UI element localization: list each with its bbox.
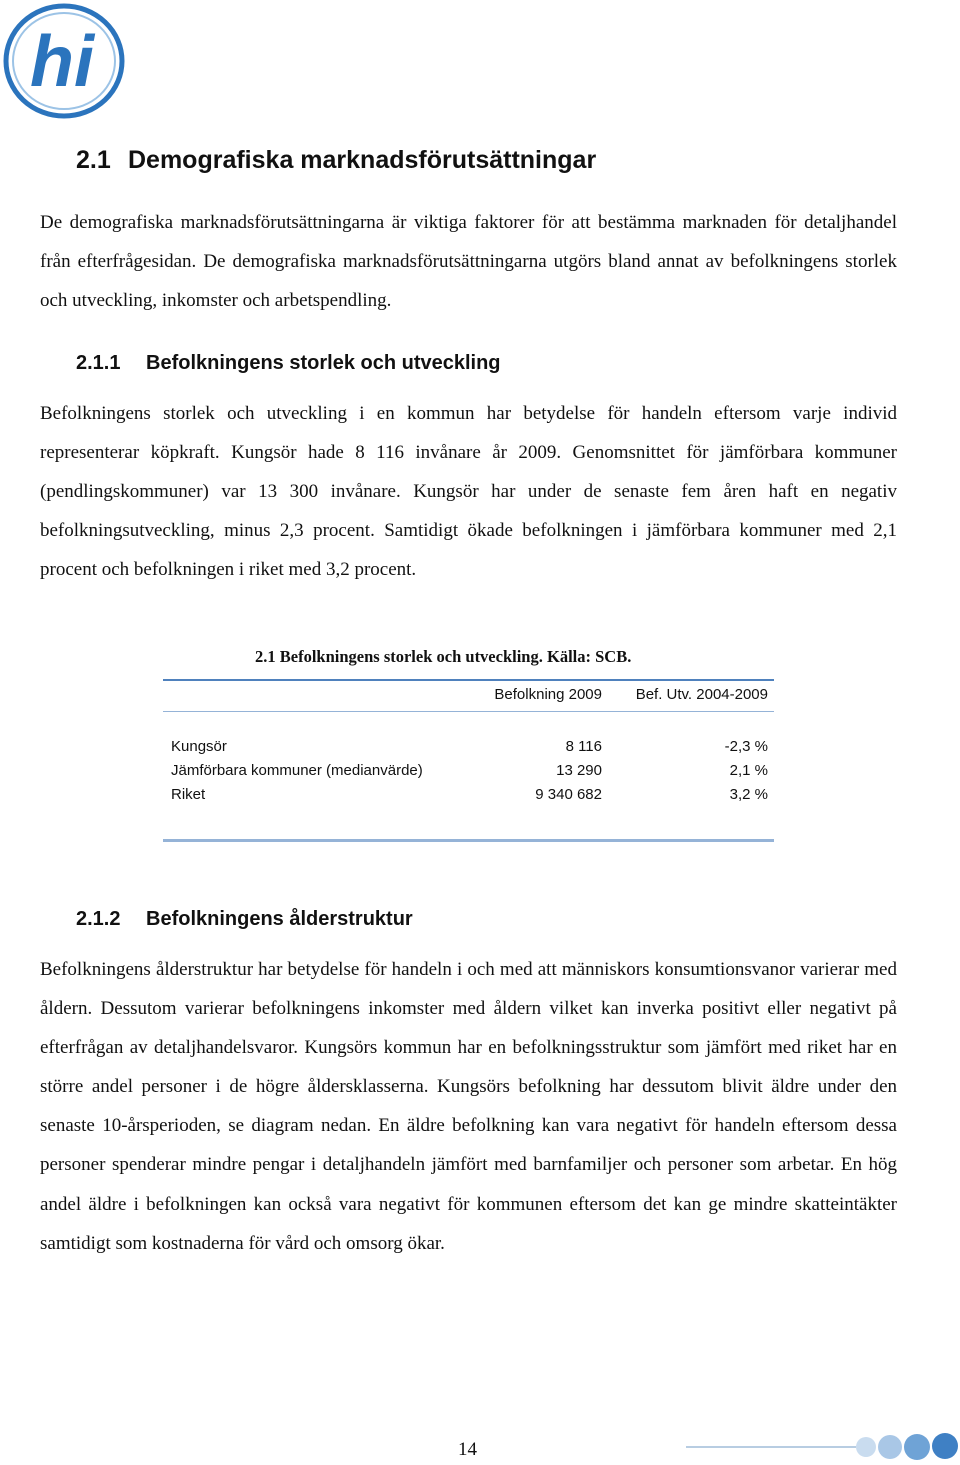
section-number: 2.1 (76, 146, 111, 174)
section-title: Demografiska marknadsförutsättningar (128, 146, 597, 174)
table-cell-region: Riket (171, 786, 206, 803)
footer-dot (878, 1435, 902, 1459)
footer-dot (932, 1433, 958, 1459)
subsection-title-2: Befolkningens ålderstruktur (146, 908, 413, 930)
table-header-change: Bef. Utv. 2004-2009 (635, 686, 768, 703)
table-caption: 2.1 Befolkningens storlek och utveckling. Källa: SCB. (255, 647, 632, 666)
table-cell-region: Jämförbara kommuner (medianvärde) (171, 762, 423, 779)
table-top-rule (163, 679, 774, 681)
table-cell-change: 2,1 % (729, 762, 768, 779)
subsection-heading-2 (76, 908, 413, 931)
table-cell-change: -2,3 % (724, 738, 768, 755)
page-number: 14 (458, 1439, 477, 1460)
table-header-rule (163, 711, 774, 712)
subsection-number-2: 2.1.2 (76, 908, 121, 930)
section-heading (76, 146, 596, 175)
subsection-number-1: 2.1.1 (76, 352, 121, 374)
population-paragraph: Befolkningens storlek och utveckling i en kommun har betydelse för handeln eftersom varje individ representerar köpkraft. Kungsör hade 8 116 invånare år 2009. Genomsnittet för jämförbara kommuner (pendlingskommuner) var 13 300 invånare. Kungsör har under de senaste fem åren haft en negativ befolkningsutveckling, minus 2,3 procent. Samtidigt ökade befolkningen i jämförbara kommuner med 2,1 procent och befolkningen i riket med 3,2 procent. (40, 403, 897, 581)
footer-line (686, 1446, 856, 1448)
table-cell-change: 3,2 % (729, 786, 768, 803)
table-cell-population: 13 290 (556, 762, 602, 779)
intro-paragraph: De demografiska marknadsförutsättningarna är viktiga faktorer för att bestämma marknaden för detaljhandel från efterfrågesidan. De demografiska marknadsförutsättningarna utgörs bland annat av befolkningens storlek och utveckling, inkomster och arbetspendling. (40, 212, 897, 312)
svg-text:hi: hi (30, 22, 94, 102)
age-structure-paragraph: Befolkningens ålderstruktur har betydelse för handeln i och med att människors konsumtionsvanor varierar med åldern. Dessutom varierar befolkningens inkomster med åldern vilket kan inverka positivt eller negativt på efterfrågan av detaljhandelsvaror. Kungsörs kommun har en befolkningsstruktur som jämfört med riket har en större andel personer i de högre åldersklasserna. Kungsörs befolkning har dessutom blivit äldre under den senaste 10-årsperioden, se diagram nedan. En äldre befolkning kan vara negativt för handeln eftersom dessa personer spenderar mindre pengar i detaljhandeln jämfört med barnfamiljer och personer som arbetar. En hög andel äldre i befolkningen kan också vara negativt för kommunen eftersom det kan ge mindre skatteintäkter samtidigt som kostnaderna för vård och omsorg ökar. (40, 959, 897, 1254)
table-bottom-rule (163, 839, 774, 842)
table-cell-population: 8 116 (565, 738, 602, 755)
footer-dot (856, 1437, 876, 1457)
table-cell-region: Kungsör (171, 738, 227, 755)
table-header-population: Befolkning 2009 (494, 686, 602, 703)
hi-logo (2, 2, 126, 120)
subsection-heading-1 (76, 352, 501, 375)
footer-dot (904, 1434, 930, 1460)
subsection-title-1: Befolkningens storlek och utveckling (146, 352, 501, 374)
table-cell-population: 9 340 682 (535, 786, 602, 803)
